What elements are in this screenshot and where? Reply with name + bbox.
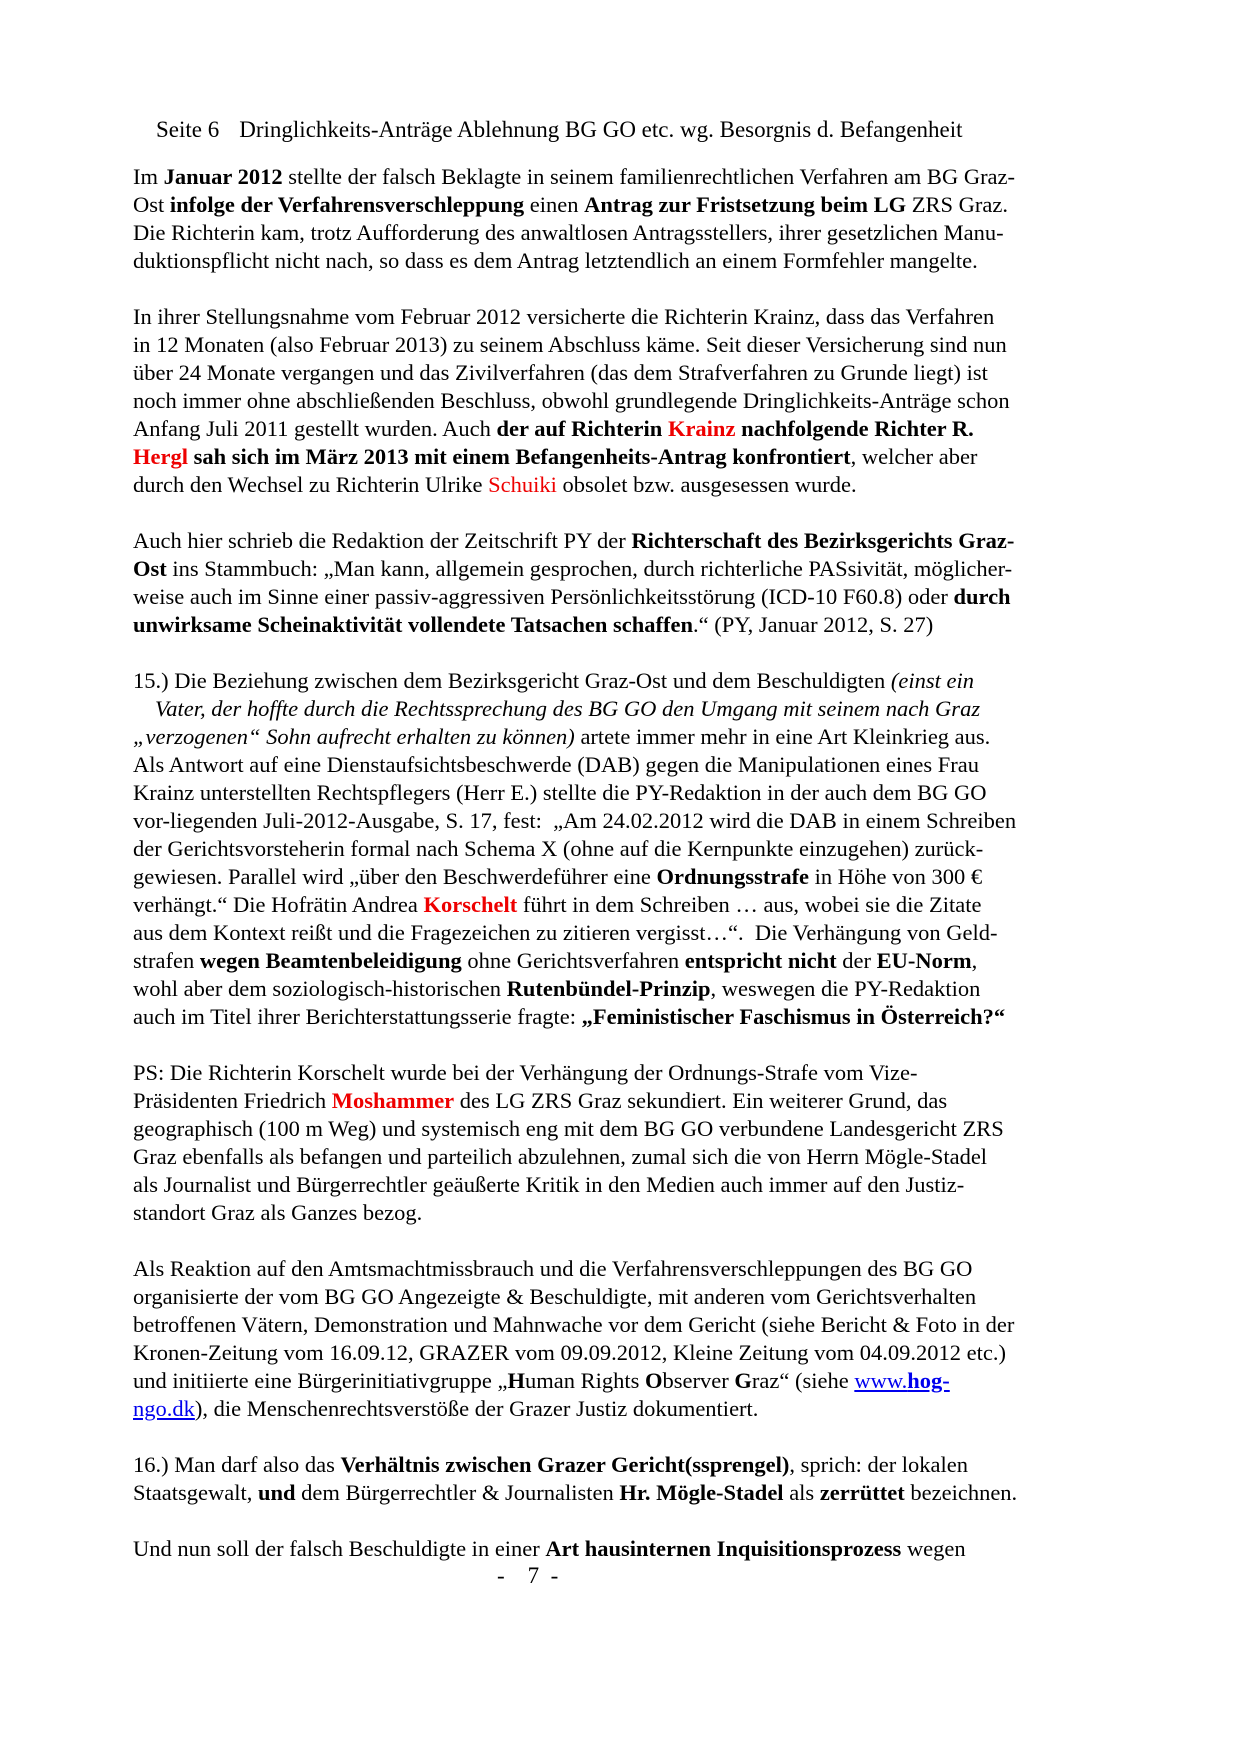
text-run: Anfang Juli 2011 gestellt wurden. Auch xyxy=(133,416,497,441)
text-run: Schuiki xyxy=(488,472,557,497)
text-line xyxy=(133,1115,1143,1143)
text-run: noch immer ohne abschließenden Beschluss, obwohl grundlegende Dringlichkeits-Anträge schon xyxy=(133,388,1010,413)
text-run: geographisch (100 m Weg) und systemisch eng mit dem BG GO verbundene Landesgericht ZRS xyxy=(133,1116,1004,1141)
text-line xyxy=(133,471,1143,499)
hyperlink[interactable]: hog- xyxy=(907,1368,950,1393)
text-run: des LG ZRS Graz sekundiert. Ein weiterer Grund, das xyxy=(454,1088,948,1113)
page-number: - 7 - xyxy=(497,1563,559,1588)
text-run: Ordnungsstrafe xyxy=(656,864,810,889)
text-line xyxy=(133,387,1143,415)
text-run: weise auch im Sinne einer passiv-aggressiven Persönlichkeitsstörung (ICD-10 F60.8) oder xyxy=(133,584,954,609)
text-line xyxy=(133,807,1143,835)
text-run: „Feministischer Faschismus in Österreich?“ xyxy=(581,1004,1006,1029)
text-line xyxy=(133,1479,1143,1507)
text-run: der Gerichtsvorsteherin formal nach Schema X (ohne auf die Kernpunkte einzugehen) zurück- xyxy=(133,836,984,861)
text-line xyxy=(133,1451,1143,1479)
paragraph xyxy=(133,667,1143,1031)
paragraph xyxy=(133,1255,1143,1423)
text-run: G xyxy=(734,1368,752,1393)
text-line xyxy=(133,331,1143,359)
text-line xyxy=(133,1059,1143,1087)
text-run: durch xyxy=(953,584,1011,609)
text-run: wegen xyxy=(901,1536,966,1561)
text-run: auch im Titel ihrer Berichterstattungsserie fragte: xyxy=(133,1004,582,1029)
text-line xyxy=(133,1283,1143,1311)
text-run: In ihrer Stellungsnahme vom Februar 2012 versicherte die Richterin Krainz, dass das Verfahren xyxy=(133,304,995,329)
text-run: der auf Richterin xyxy=(496,416,668,441)
text-run: .“ (PY, Januar 2012, S. 27) xyxy=(693,612,934,637)
text-run: H xyxy=(507,1368,525,1393)
text-run: , weswegen die PY-Redaktion xyxy=(710,976,981,1001)
text-run: bserver xyxy=(662,1368,735,1393)
text-run: Art hausinternen Inquisitionsprozess xyxy=(545,1536,902,1561)
text-run: verhängt.“ Die Hofrätin Andrea xyxy=(133,892,424,917)
text-run: über 24 Monate vergangen und das Zivilverfahren (das dem Strafverfahren zu Grunde liegt) ist xyxy=(133,360,988,385)
text-run: strafen xyxy=(133,948,200,973)
text-line xyxy=(133,415,1143,443)
paragraph xyxy=(133,1059,1143,1227)
text-run: entspricht nicht xyxy=(684,948,837,973)
text-run: zerrüttet xyxy=(819,1480,905,1505)
text-run: Präsidenten Friedrich xyxy=(133,1088,332,1113)
text-run: „verzogenen“ Sohn aufrecht erhalten zu können) xyxy=(133,724,575,749)
text-run: einen xyxy=(524,192,585,217)
text-run: Rutenbündel-Prinzip xyxy=(506,976,711,1001)
document-body xyxy=(133,163,1143,1591)
hyperlink[interactable]: ngo.dk xyxy=(133,1396,195,1421)
text-run: Hergl xyxy=(133,444,188,469)
paragraph xyxy=(133,1451,1143,1507)
text-run: Verhältnis zwischen Grazer Gericht(ssprengel) xyxy=(340,1452,790,1477)
text-line xyxy=(133,555,1143,583)
text-line xyxy=(133,527,1143,555)
text-line xyxy=(133,1199,1143,1227)
text-line xyxy=(133,751,1143,779)
text-run: Korschelt xyxy=(423,892,518,917)
text-line xyxy=(133,1367,1143,1395)
text-run: Und nun soll der falsch Beschuldigte in einer xyxy=(133,1536,546,1561)
text-run: der xyxy=(836,948,877,973)
text-run: Ost xyxy=(133,192,170,217)
text-line xyxy=(133,1535,1143,1563)
text-run: PS: Die Richterin Korschelt wurde bei der Verhängung der Ordnungs-Strafe vom Vize- xyxy=(133,1060,918,1085)
text-line xyxy=(133,835,1143,863)
text-run: Moshammer xyxy=(331,1088,455,1113)
text-run: sah sich im März 2013 mit einem Befangenheits-Antrag konfrontiert xyxy=(187,444,851,469)
text-line xyxy=(133,1311,1143,1339)
text-line xyxy=(133,1171,1143,1199)
text-run: in Höhe von 300 € xyxy=(809,864,983,889)
text-run: nachfolgende Richter R. xyxy=(735,416,974,441)
text-run: Krainz unterstellten Rechtspflegers (Herr E.) stellte die PY-Redaktion in der auch dem BG GO xyxy=(133,780,987,805)
text-run: gewiesen. Parallel wird „über den Beschwerdeführer eine xyxy=(133,864,657,889)
hyperlink[interactable]: www. xyxy=(854,1368,908,1393)
text-run: Als Antwort auf eine Dienstaufsichtsbeschwerde (DAB) gegen die Manipulationen eines Frau xyxy=(133,752,980,777)
text-line xyxy=(133,723,1143,751)
text-line xyxy=(133,891,1143,919)
text-line xyxy=(133,303,1143,331)
text-line xyxy=(133,247,1143,275)
text-run: 15.) Die Beziehung zwischen dem Bezirksgericht Graz-Ost und dem Beschuldigten xyxy=(133,668,891,693)
text-run: Kronen-Zeitung vom 16.09.12, GRAZER vom 09.09.2012, Kleine Zeitung vom 04.09.2012 etc.) xyxy=(133,1340,1007,1365)
text-run: obsolet bzw. ausgesessen wurde. xyxy=(556,472,857,497)
text-run: O xyxy=(645,1368,663,1393)
text-line xyxy=(133,1087,1143,1115)
text-run: infolge der Verfahrensverschleppung xyxy=(169,192,525,217)
text-run: , welcher aber xyxy=(850,444,978,469)
text-run: Vater, der hoffte durch die Rechtssprechung des BG GO den Umgang mit seinem nach Graz xyxy=(155,696,981,721)
text-run: unwirksame Scheinaktivität vollendete Tatsachen schaffen xyxy=(133,612,694,637)
text-run: Hr. Mögle-Stadel xyxy=(619,1480,784,1505)
text-run: Als Reaktion auf den Amtsmachtmissbrauch und die Verfahrensverschleppungen des BG GO xyxy=(133,1256,973,1281)
text-line xyxy=(133,443,1143,471)
text-run: ins Stammbuch: „Man kann, allgemein gesprochen, durch richterliche PASsivität, möglicher- xyxy=(166,556,1013,581)
text-run: Graz ebenfalls als befangen und parteilich abzulehnen, zumal sich die von Herrn Mögle-Stadel xyxy=(133,1144,988,1169)
text-run: ), die Menschenrechtsverstöße der Grazer Justiz dokumentiert. xyxy=(194,1396,759,1421)
text-run: als Journalist und Bürgerrechtler geäußerte Kritik in den Medien auch immer auf den Justiz- xyxy=(133,1172,965,1197)
text-line xyxy=(133,975,1143,1003)
text-run: Krainz xyxy=(667,416,736,441)
text-line xyxy=(133,611,1143,639)
text-line xyxy=(133,1255,1143,1283)
text-run: wohl aber dem soziologisch-historischen xyxy=(133,976,507,1001)
text-line xyxy=(133,779,1143,807)
text-line xyxy=(133,1143,1143,1171)
text-run: durch den Wechsel zu Richterin Ulrike xyxy=(133,472,489,497)
text-run: Die Richterin kam, trotz Aufforderung des anwaltlosen Antragsstellers, ihrer gesetzlichen Manu- xyxy=(133,220,1004,245)
text-run: als xyxy=(783,1480,820,1505)
text-run: , xyxy=(971,948,978,973)
text-line xyxy=(133,1395,1143,1423)
text-run: Januar 2012 xyxy=(163,164,283,189)
text-run: bezeichnen. xyxy=(904,1480,1018,1505)
paragraph xyxy=(133,527,1143,639)
text-line xyxy=(133,583,1143,611)
text-run: Richterschaft des Bezirksgerichts Graz- xyxy=(631,528,1015,553)
text-run: stellte der falsch Beklagte in seinem familienrechtlichen Verfahren am BG Graz- xyxy=(282,164,1016,189)
text-run: aus dem Kontext reißt und die Fragezeichen zu zitieren vergisst…“. Die Verhängung von Geld- xyxy=(133,920,998,945)
text-run: ohne Gerichtsverfahren xyxy=(461,948,685,973)
text-run: vor-liegenden Juli-2012-Ausgabe, S. 17, fest: „Am 24.02.2012 wird die DAB in einem Schreiben xyxy=(133,808,1017,833)
text-line xyxy=(133,191,1143,219)
text-run: , sprich: der lokalen xyxy=(789,1452,969,1477)
text-line xyxy=(133,163,1143,191)
text-line xyxy=(133,863,1143,891)
text-run: und initiierte eine Bürgerinitiativgruppe „ xyxy=(133,1368,508,1393)
text-line xyxy=(133,667,1143,695)
text-line xyxy=(133,1339,1143,1367)
text-run: Im xyxy=(133,164,164,189)
text-run: raz“ (siehe xyxy=(751,1368,855,1393)
paragraph xyxy=(133,1535,1143,1563)
text-run: ZRS Graz. xyxy=(906,192,1008,217)
text-run: und xyxy=(257,1480,296,1505)
text-run: duktionspflicht nicht nach, so dass es dem Antrag letztendlich an einem Formfehler mangelte. xyxy=(133,248,978,273)
paragraph xyxy=(133,303,1143,499)
text-run: uman Rights xyxy=(525,1368,646,1393)
text-line xyxy=(133,219,1143,247)
text-line xyxy=(133,695,1143,723)
text-run: EU-Norm xyxy=(876,948,972,973)
text-run: Antrag zur Fristsetzung beim LG xyxy=(584,192,907,217)
text-line xyxy=(133,359,1143,387)
text-run: organisierte der vom BG GO Angezeigte & Beschuldigte, mit anderen vom Gerichtsverhalten xyxy=(133,1284,977,1309)
text-run: standort Graz als Ganzes bezog. xyxy=(133,1200,423,1225)
page-header xyxy=(133,88,963,172)
paragraph xyxy=(133,163,1143,275)
text-run: wegen Beamtenbeleidigung xyxy=(199,948,462,973)
page-title: Dringlichkeits-Anträge Ablehnung BG GO etc. wg. Besorgnis d. Befangenheit xyxy=(239,117,963,142)
text-run: in 12 Monaten (also Februar 2013) zu seinem Abschluss käme. Seit dieser Versicherung sind nun xyxy=(133,332,1007,357)
text-run: Staatsgewalt, xyxy=(133,1480,258,1505)
text-run: Auch hier schrieb die Redaktion der Zeitschrift PY der xyxy=(133,528,632,553)
text-line xyxy=(133,947,1143,975)
text-run: artete immer mehr in eine Art Kleinkrieg aus. xyxy=(574,724,991,749)
text-run: dem Bürgerrechtler & Journalisten xyxy=(295,1480,620,1505)
text-run: führt in dem Schreiben … aus, wobei sie die Zitate xyxy=(517,892,982,917)
text-run: betroffenen Vätern, Demonstration und Mahnwache vor dem Gericht (siehe Bericht & Foto in der xyxy=(133,1312,1015,1337)
text-line xyxy=(133,919,1143,947)
text-run: (einst ein xyxy=(890,668,975,693)
page-label: Seite 6 xyxy=(156,117,220,142)
text-run: Ost xyxy=(133,556,167,581)
text-run: 16.) Man darf also das xyxy=(133,1452,341,1477)
text-line xyxy=(133,1003,1143,1031)
